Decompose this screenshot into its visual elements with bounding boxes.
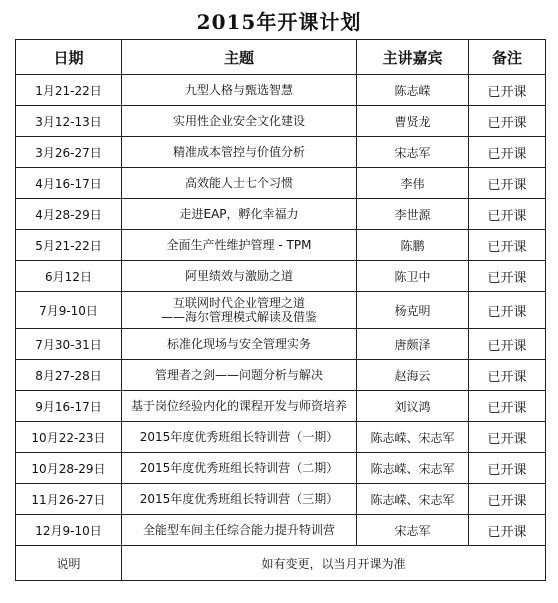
date-cell: 3月12-13日 <box>16 106 122 137</box>
page-title: 2015年开课计划 <box>196 10 362 34</box>
speaker-cell: 陈志嵘、宋志军 <box>357 453 469 484</box>
remark-label: 说明 <box>16 546 122 581</box>
status-cell: 已开课 <box>469 199 546 230</box>
status-cell: 已开课 <box>469 261 546 292</box>
status-cell: 已开课 <box>469 484 546 515</box>
table-row <box>16 261 546 292</box>
topic-cell <box>122 106 357 137</box>
topic-line: 阿里绩效与激励之道 <box>184 269 293 283</box>
topic-cell <box>122 261 357 292</box>
topic-line: 标准化现场与安全管理实务 <box>166 337 311 351</box>
topic-cell <box>122 515 357 546</box>
topic-line: 全面生产性维护管理 - TPM <box>166 238 312 252</box>
topic-line: 互联网时代企业管理之道 <box>172 296 305 310</box>
topic-cell <box>122 168 357 199</box>
speaker-cell: 宋志军 <box>357 137 469 168</box>
header-note: 备注 <box>469 40 546 75</box>
table-row <box>16 168 546 199</box>
speaker-cell: 赵海云 <box>357 360 469 391</box>
speaker-cell: 李伟 <box>357 168 469 199</box>
remark-text: 如有变更，以当月开课为准 <box>122 546 546 581</box>
topic-line: 走进EAP，孵化幸福力 <box>179 207 299 221</box>
speaker-cell: 曹贤龙 <box>357 106 469 137</box>
topic-cell <box>122 75 357 106</box>
speaker-cell: 刘议鸿 <box>357 391 469 422</box>
speaker-cell: 李世源 <box>357 199 469 230</box>
topic-cell <box>122 199 357 230</box>
status-cell: 已开课 <box>469 360 546 391</box>
date-cell: 10月22-23日 <box>16 422 122 453</box>
table-row <box>16 391 546 422</box>
date-cell: 9月16-17日 <box>16 391 122 422</box>
table-row <box>16 137 546 168</box>
date-cell: 10月28-29日 <box>16 453 122 484</box>
table-body <box>16 75 546 546</box>
status-cell: 已开课 <box>469 391 546 422</box>
speaker-cell: 陈鹏 <box>357 230 469 261</box>
date-cell: 6月12日 <box>16 261 122 292</box>
status-cell: 已开课 <box>469 329 546 360</box>
topic-cell <box>122 360 357 391</box>
topic-cell <box>122 230 357 261</box>
topic-line: 2015年度优秀班组长特训营（三期） <box>139 492 339 506</box>
status-cell: 已开课 <box>469 422 546 453</box>
status-cell: 已开课 <box>469 137 546 168</box>
status-cell: 已开课 <box>469 292 546 329</box>
speaker-cell: 陈志嵘 <box>357 75 469 106</box>
topic-cell <box>122 453 357 484</box>
topic-cell <box>122 292 357 329</box>
topic-cell <box>122 422 357 453</box>
topic-line: 管理者之剑——问题分析与解决 <box>154 368 323 382</box>
header-date: 日期 <box>16 40 122 75</box>
status-cell: 已开课 <box>469 230 546 261</box>
table-row <box>16 106 546 137</box>
header-topic: 主题 <box>122 40 357 75</box>
status-cell: 已开课 <box>469 75 546 106</box>
status-cell: 已开课 <box>469 515 546 546</box>
table-header-row <box>16 40 546 75</box>
table-row <box>16 422 546 453</box>
date-cell: 7月30-31日 <box>16 329 122 360</box>
table-row <box>16 360 546 391</box>
topic-line: 九型人格与甄选智慧 <box>184 83 293 97</box>
topic-cell <box>122 137 357 168</box>
date-cell: 11月26-27日 <box>16 484 122 515</box>
topic-line: 精准成本管控与价值分析 <box>172 145 305 159</box>
table-row <box>16 484 546 515</box>
date-cell: 4月28-29日 <box>16 199 122 230</box>
speaker-cell: 陈卫中 <box>357 261 469 292</box>
table-row <box>16 515 546 546</box>
topic-line: 实用性企业安全文化建设 <box>172 114 305 128</box>
status-cell: 已开课 <box>469 453 546 484</box>
table-row <box>16 75 546 106</box>
table-row <box>16 453 546 484</box>
topic-line: 全能型车间主任综合能力提升特训营 <box>142 523 335 537</box>
table-row <box>16 329 546 360</box>
date-cell: 1月21-22日 <box>16 75 122 106</box>
speaker-cell: 陈志嵘、宋志军 <box>357 484 469 515</box>
status-cell: 已开课 <box>469 168 546 199</box>
speaker-cell: 唐颇泽 <box>357 329 469 360</box>
status-cell: 已开课 <box>469 106 546 137</box>
speaker-cell: 陈志嵘、宋志军 <box>357 422 469 453</box>
date-cell: 8月27-28日 <box>16 360 122 391</box>
topic-line: ——海尔管理模式解读及借鉴 <box>160 310 317 324</box>
topic-cell <box>122 484 357 515</box>
header-speaker: 主讲嘉宾 <box>357 40 469 75</box>
topic-cell <box>122 391 357 422</box>
topic-line: 高效能人士七个习惯 <box>184 176 293 190</box>
speaker-cell: 杨克明 <box>357 292 469 329</box>
date-cell: 4月16-17日 <box>16 168 122 199</box>
topic-line: 基于岗位经验内化的课程开发与师资培养 <box>130 399 347 413</box>
table-row <box>16 292 546 329</box>
speaker-cell: 宋志军 <box>357 515 469 546</box>
date-cell: 12月9-10日 <box>16 515 122 546</box>
topic-line: 2015年度优秀班组长特训营（二期） <box>139 461 339 475</box>
topic-line: 2015年度优秀班组长特训营（一期） <box>139 430 339 444</box>
date-cell: 7月9-10日 <box>16 292 122 329</box>
date-cell: 5月21-22日 <box>16 230 122 261</box>
remark-row <box>16 546 546 581</box>
schedule-table <box>15 39 546 581</box>
topic-cell <box>122 329 357 360</box>
date-cell: 3月26-27日 <box>16 137 122 168</box>
table-row <box>16 199 546 230</box>
table-row <box>16 230 546 261</box>
